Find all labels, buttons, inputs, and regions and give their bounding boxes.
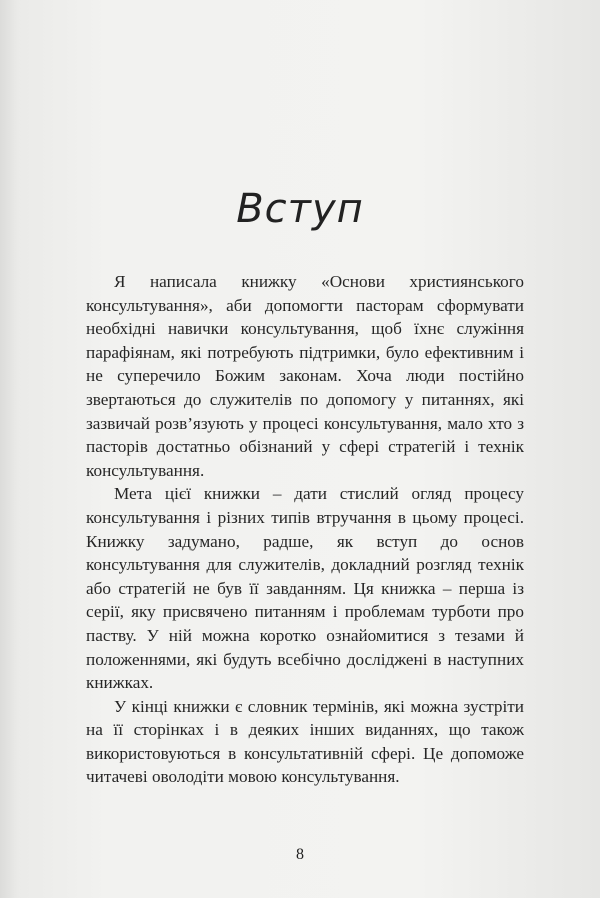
paragraph-1: Я написала книжку «Основи християнського консультування», аби допомогти пасторам сформувати необхідні навички консультування, щоб їхнє служіння парафіянам, які потребують підтримки, було ефективним і не суперечило Божим законам. Хоча люди постійно звертаються до служителів по допомогу у питаннях, які зазвичай розв’язують у процесі консультування, мало хто з пасторів достатньо обізнаний у сфері стратегій і технік консультування. bbox=[86, 272, 524, 480]
chapter-body bbox=[86, 270, 524, 789]
chapter-title: Вступ bbox=[236, 186, 364, 232]
paragraph-2: Мета цієї книжки – дати стислий огляд процесу консультування і різних типів втручання в цьому процесі. Книжку задумано, радше, як вступ до основ консультування для служителів, докладний розгляд технік або стратегій не був її завданням. Ця книжка – перша із серії, яку присвячено питанням і проблемам турботи про паству. У ній можна коротко ознайомитися з тезами й положеннями, які будуть всебічно досліджені в наступних книжках. bbox=[86, 484, 524, 693]
page-gutter-shadow bbox=[0, 0, 18, 898]
page-number: 8 bbox=[296, 846, 304, 863]
paragraph-3: У кінці книжки є словник термінів, які можна зустріти на її сторінках і в деяких інших виданнях, що також використовуються в консультативній сфері. Це допоможе читачеві оволодіти мовою консультування. bbox=[86, 696, 524, 787]
